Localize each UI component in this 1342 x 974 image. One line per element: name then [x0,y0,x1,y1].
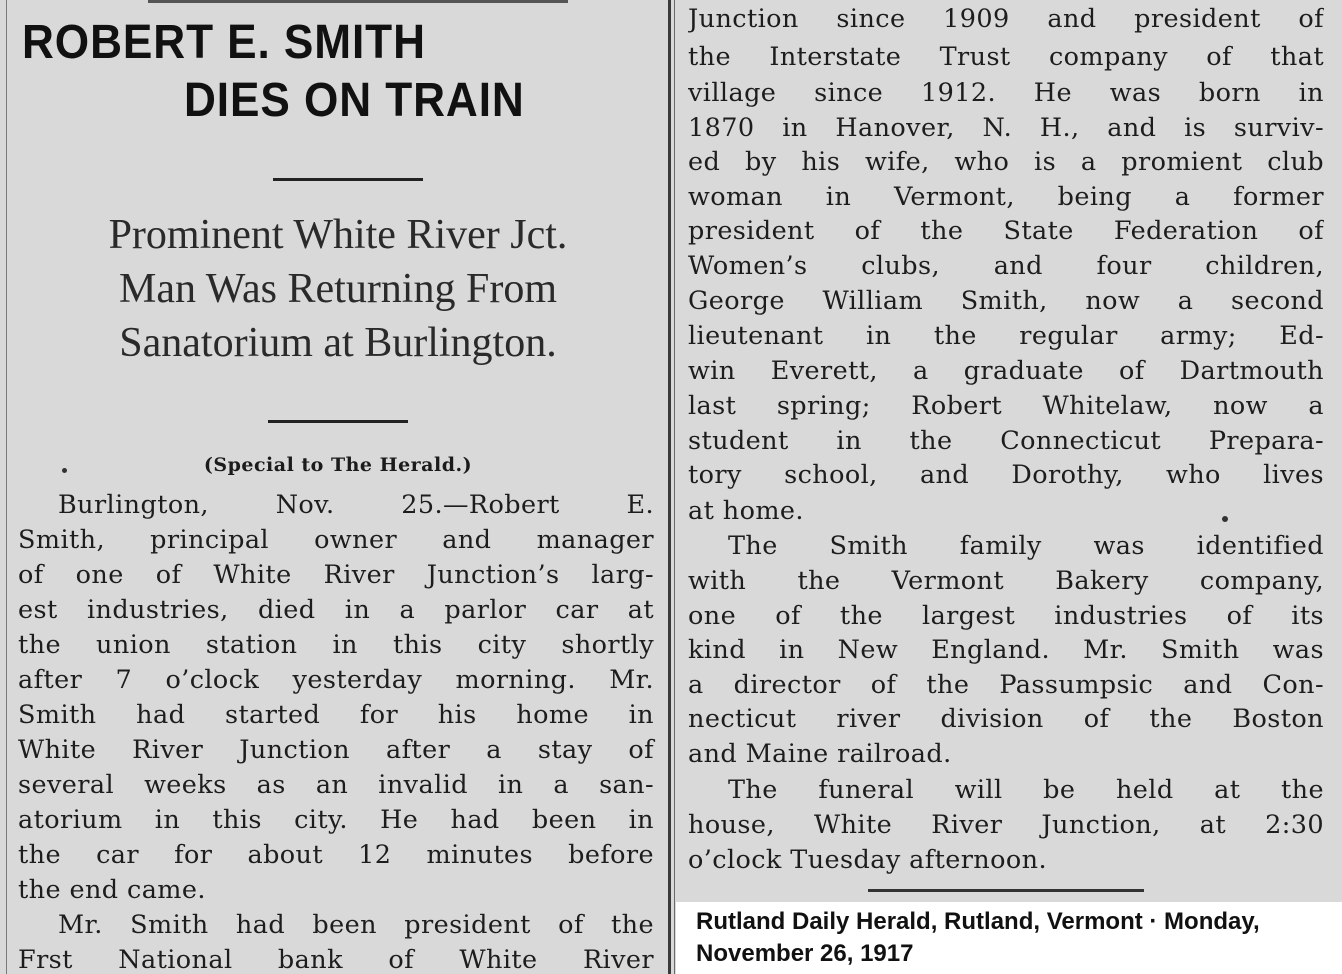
body-line: necticut river division of the Boston [688,704,1324,734]
body-line: the car for about 12 minutes before [18,840,654,870]
caption-line-2: November 26, 1917 [696,940,914,967]
body-line: lieutenant in the regular army; Ed- [688,321,1324,351]
headline-rule [273,178,423,181]
body-line: Women’s clubs, and four children, [688,251,1324,281]
body-line: the end came. [18,875,206,905]
body-line: The funeral will be held at the [728,775,1324,805]
subhead-line-2: Man Was Returning From [119,266,557,312]
headline-line-1: ROBERT E. SMITH [22,16,426,69]
subhead-line-1: Prominent White River Jct. [108,212,568,258]
left-border [6,0,7,974]
body-line: student in the Connecticut Prepara- [688,426,1324,456]
body-line: with the Vermont Bakery company, [688,566,1324,596]
body-line: tory school, and Dorothy, who lives [688,460,1324,490]
body-line: after 7 o’clock yesterday morning. Mr. [18,665,654,695]
body-line: win Everett, a graduate of Dartmouth [688,356,1324,386]
body-line: kind in New England. Mr. Smith was [688,635,1324,665]
column-divider [668,0,671,974]
body-line: last spring; Robert Whitelaw, now a [688,391,1324,421]
body-line: at home. [688,496,804,526]
body-line: 1870 in Hanover, N. H., and is surviv- [688,113,1324,143]
body-line: Junction since 1909 and president of [688,4,1324,34]
body-line: the union station in this city shortly [18,630,654,660]
top-rule [148,0,568,3]
body-line: Mr. Smith had been president of the [58,910,654,940]
print-speck [1222,516,1228,522]
left-column [18,0,658,974]
body-line: and Maine railroad. [688,739,952,769]
body-line: The Smith family was identified [728,531,1324,561]
body-line: one of the largest industries of its [688,601,1324,631]
source-caption [676,902,1342,974]
body-line: a director of the Passumpsic and Con- [688,670,1324,700]
right-column [688,0,1324,974]
body-line: Smith, principal owner and manager [18,525,654,555]
body-line: Smith had started for his home in [18,700,654,730]
body-line: White River Junction after a stay of [18,735,654,765]
body-line: house, White River Junction, at 2:30 [688,810,1324,840]
body-line: the Interstate Trust company of that [688,42,1324,72]
caption-line-1: Rutland Daily Herald, Rutland, Vermont · Monday, [696,908,1260,935]
body-line: president of the State Federation of [688,216,1324,246]
body-line: atorium in this city. He had been in [18,805,654,835]
body-line: woman in Vermont, being a former [688,182,1324,212]
subhead-rule [268,420,408,423]
body-line: several weeks as an invalid in a san- [18,770,654,800]
caption-text [696,906,1336,970]
body-line: ed by his wife, who is a promient club [688,147,1324,177]
print-speck [62,468,67,473]
body-line: est industries, died in a parlor car at [18,595,654,625]
body-line: Frst National bank of White River [18,945,654,974]
body-line: of one of White River Junction’s larg- [18,560,654,590]
byline: (Special to The Herald.) [203,454,473,476]
column-divider-secondary [674,0,675,974]
body-line: village since 1912. He was born in [688,78,1324,108]
end-rule [868,889,1144,892]
body-line: George William Smith, now a second [688,286,1324,316]
headline-line-2: DIES ON TRAIN [184,74,525,127]
body-line: Burlington, Nov. 25.—Robert E. [58,490,654,520]
body-line: o’clock Tuesday afternoon. [688,845,1047,875]
subhead-line-3: Sanatorium at Burlington. [119,320,557,366]
